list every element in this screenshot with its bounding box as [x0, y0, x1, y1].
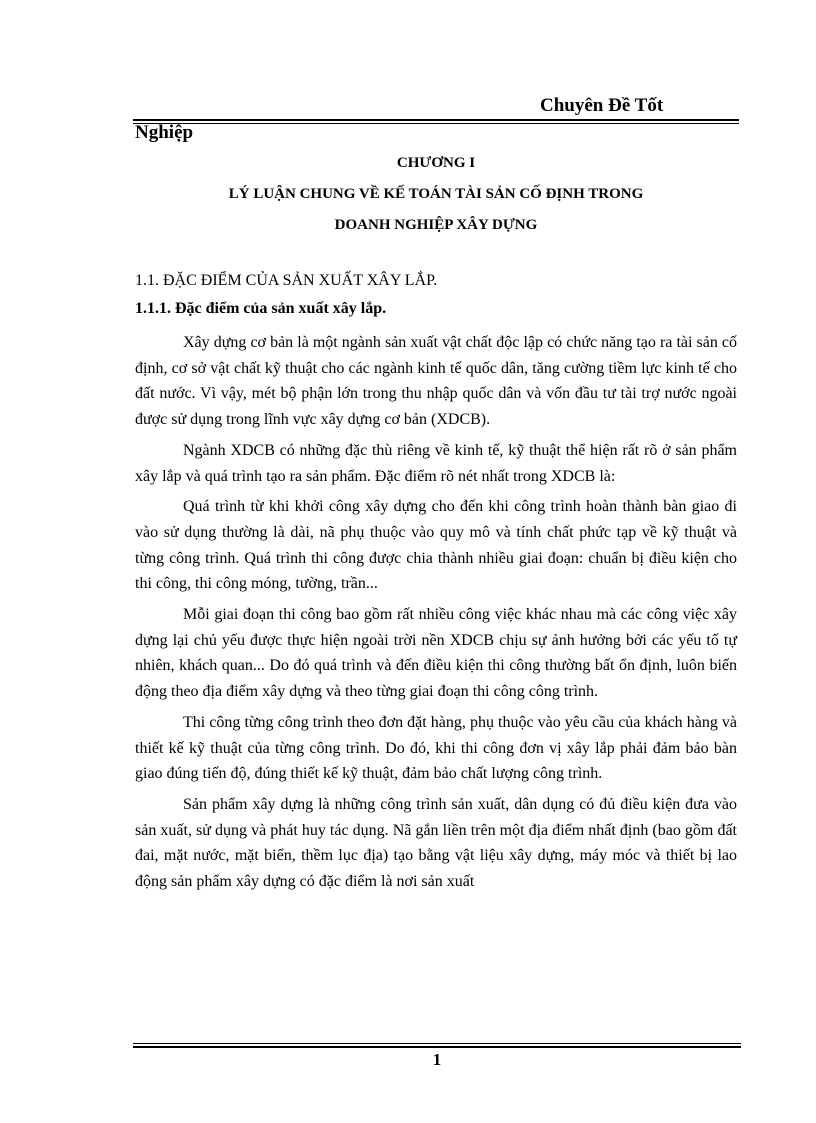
header-rule: [133, 119, 739, 124]
chapter-title-line-1: LÝ LUẬN CHUNG VỀ KẾ TOÁN TÀI SẢN CỐ ĐỊNH TRONG: [228, 186, 644, 202]
header-title: Chuyên Đề Tốt: [540, 95, 664, 116]
paragraph: Xây dựng cơ bản là một ngành sản xuất vật chất độc lập có chức năng tạo ra tài sản cố định, cơ sở vật chất kỹ thuật cho các ngành kinh tế quốc dân, tăng cường tiềm lực kinh tế cho đất nước. Vì vậy, mét bộ phận lớn trong thu nhập quốc dân và vốn đầu tư tài trợ nước ngoài được sử dụng trong lĩnh vực xây dựng cơ bản (XDCB).: [135, 334, 737, 429]
chapter-label: CHƯƠNG I: [396, 155, 476, 171]
page-number: 1: [432, 1050, 442, 1069]
paragraph: Sản phẩm xây dựng là những công trình sản xuất, dân dụng có đủ điều kiện đưa vào sản xuất, sử dụng và phát huy tác dụng. Nã gắn liền trên một địa điểm nhất định (bao gồm đất đai, mặt nước, mặt biển, thềm lục địa) tạo bằng vật liệu xây dựng, máy móc và thiết bị lao động sản phẩm xây dựng có đặc điểm là nơi sản xuất: [135, 795, 737, 891]
section-heading: 1.1. ĐẶC ĐIỂM CỦA SẢN XUẤT XÂY LẮP.: [135, 272, 438, 289]
footer-rule: [133, 1043, 741, 1048]
body-text: [135, 330, 737, 900]
paragraph: Mỗi giai đoạn thi công bao gồm rất nhiều công việc khác nhau mà các công việc xây dựng lại chủ yếu được thực hiện ngoài trời nền XDCB chịu sự ảnh hưởng bởi các yếu tố tự nhiên, khách quan... Do đó quá trình và đến điều kiện thi công thường bất ổn định, luôn biến động theo địa điểm xây dựng và theo từng giai đoạn thi công công trình.: [135, 606, 737, 701]
header-title-continued: Nghiệp: [135, 122, 194, 143]
paragraph: Quá trình từ khi khởi công xây dựng cho đến khi công trình hoàn thành bàn giao đi vào sử dụng thường là dài, nã phụ thuộc vào quy mô và tính chất phức tạp về kỹ thuật và từng công trình. Quá trình thi công được chia thành nhiều giai đoạn: chuẩn bị điều kiện cho thi công, thi công móng, tường, trần...: [135, 498, 737, 593]
paragraph: Ngành XDCB có những đặc thù riêng về kinh tế, kỹ thuật thể hiện rất rõ ở sản phẩm xây lắp và quá trình tạo ra sản phẩm. Đặc điểm rõ nét nhất trong XDCB là:: [135, 441, 737, 485]
chapter-title-line-2: DOANH NGHIỆP XÂY DỰNG: [334, 217, 538, 233]
paragraph: Thi công từng công trình theo đơn đặt hàng, phụ thuộc vào yêu cầu của khách hàng và thiết kế kỹ thuật của từng công trình. Do đó, khi thi công đơn vị xây lắp phải đảm bảo bàn giao đúng tiến độ, đúng thiết kế kỹ thuật, đảm bảo chất lượng công trình.: [135, 713, 737, 783]
subsection-heading: 1.1.1. Đặc điểm của sản xuất xây lắp.: [135, 300, 387, 317]
